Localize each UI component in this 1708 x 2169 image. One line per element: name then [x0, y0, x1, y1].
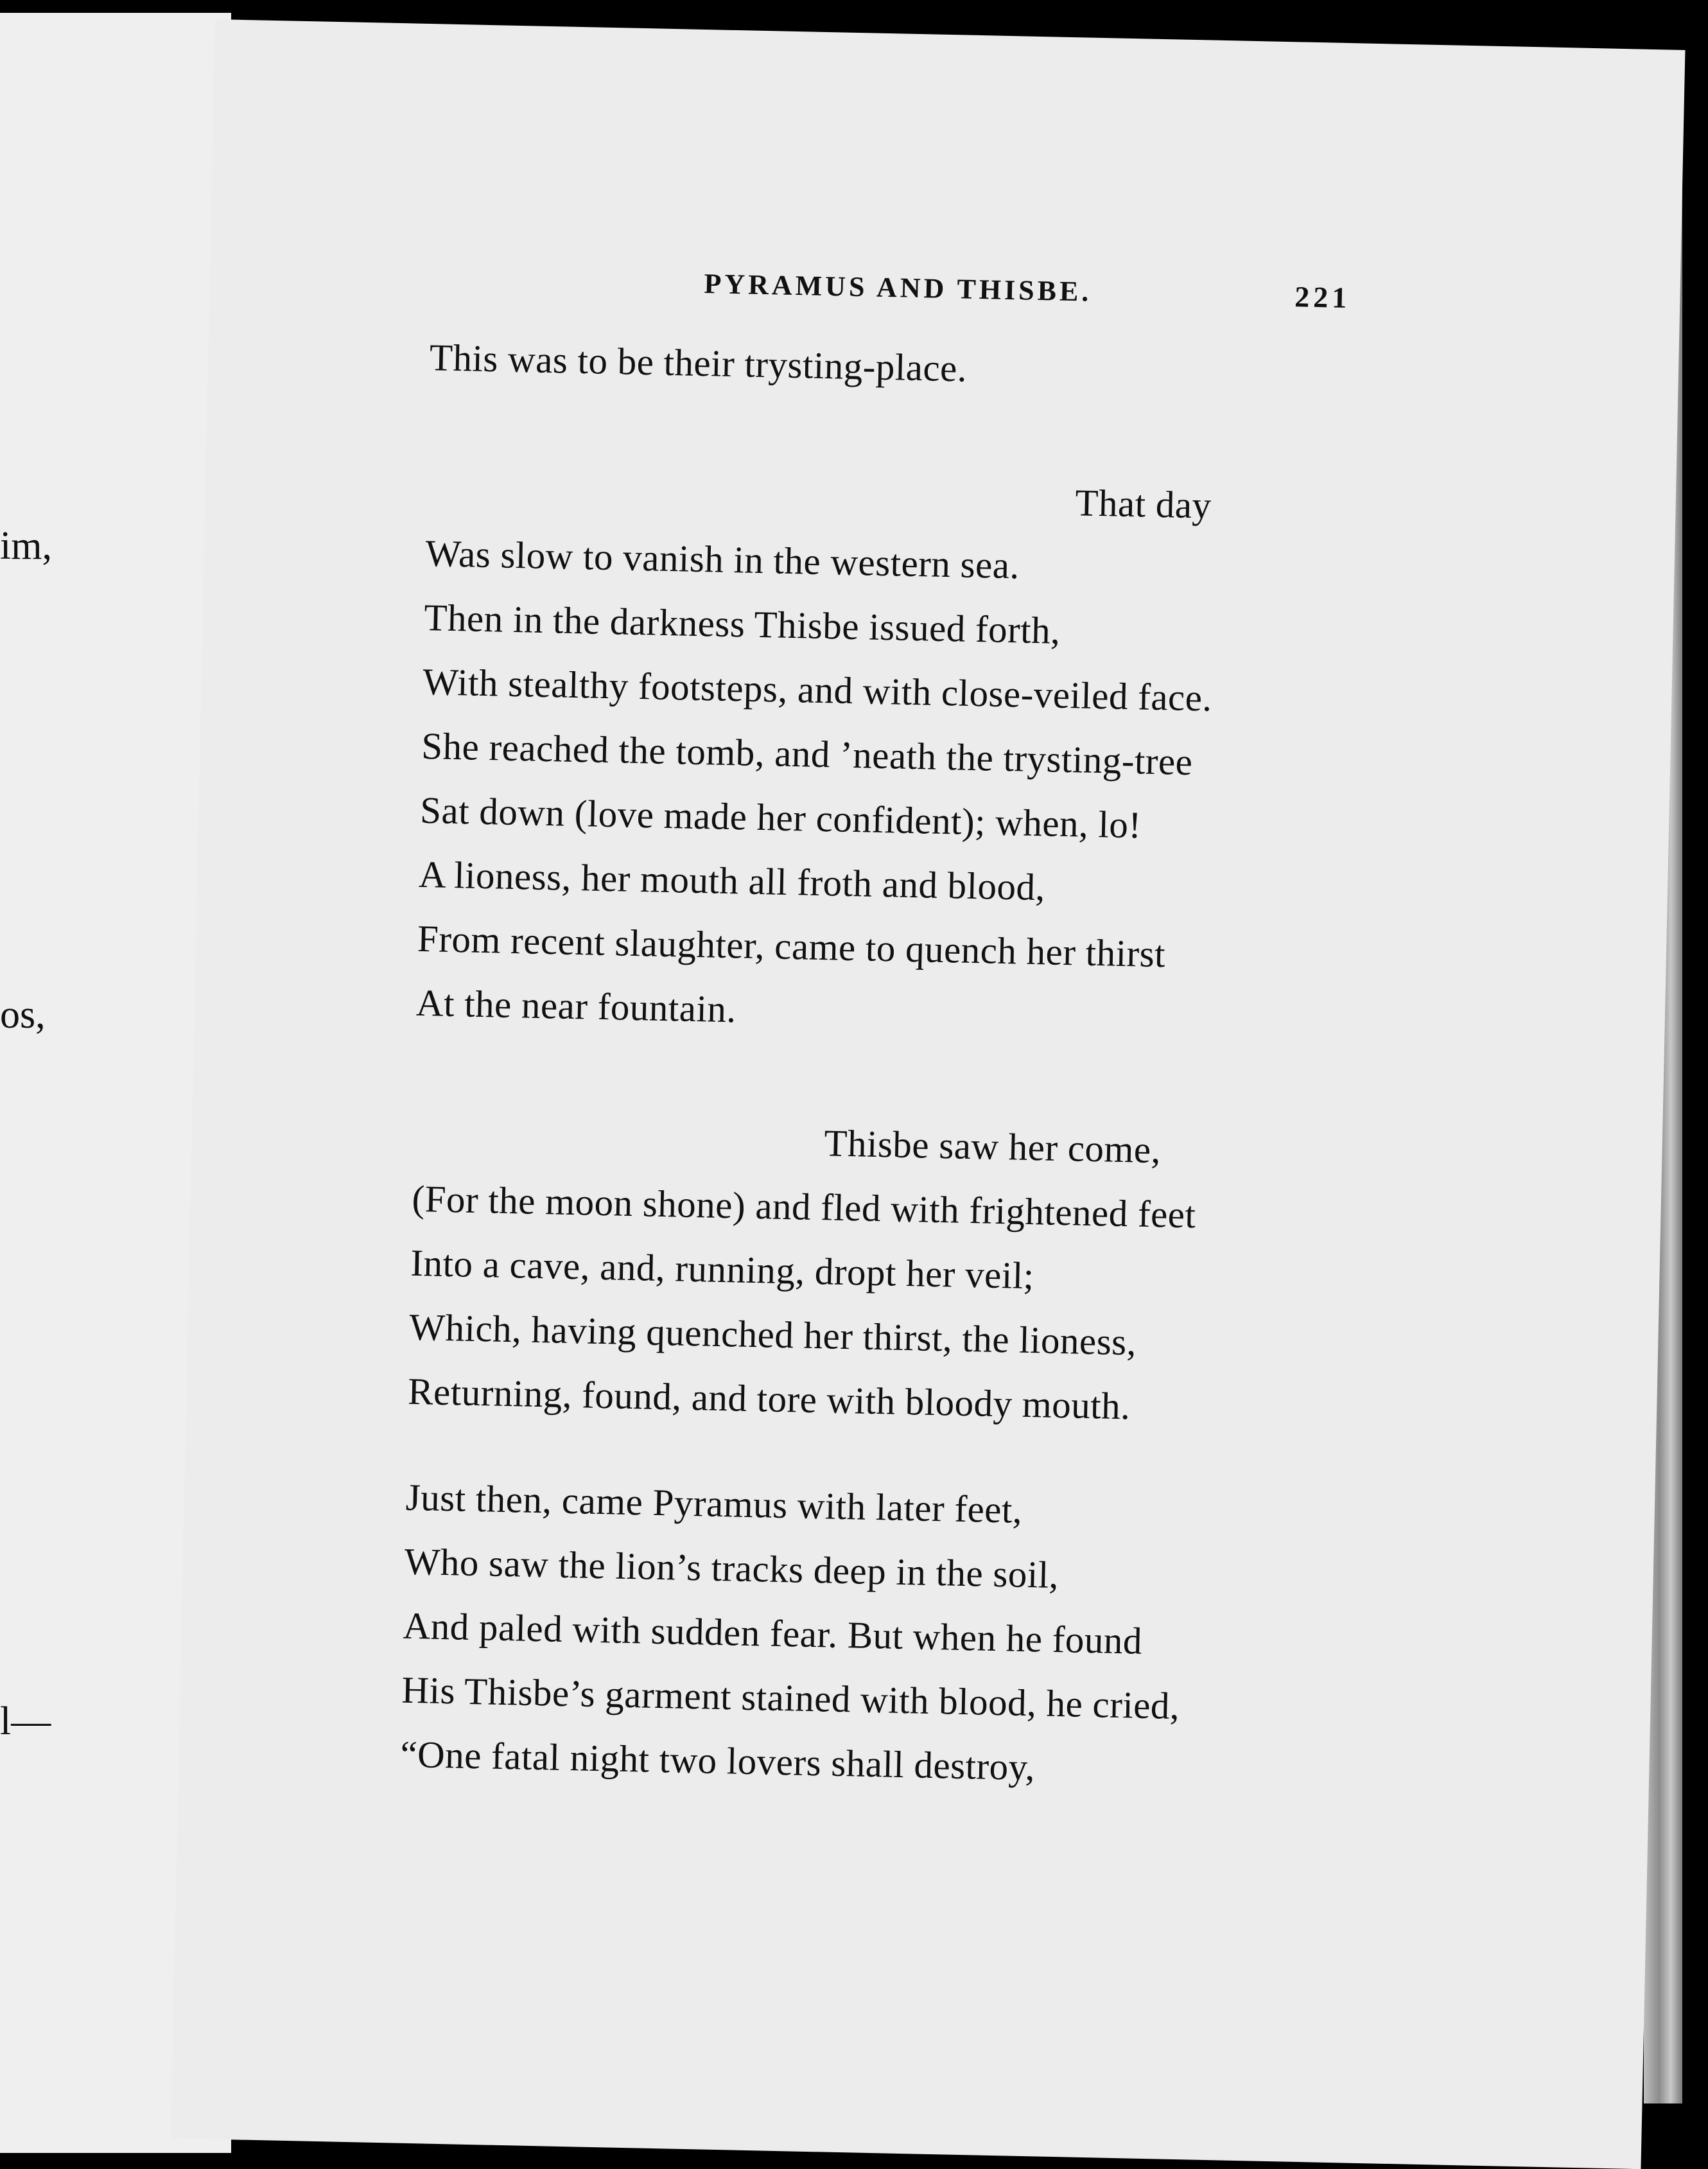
poem-line: From recent slaughter, came to quench her thirst: [417, 917, 1166, 976]
poem-line: Returning, found, and tore with bloody mouth.: [407, 1369, 1131, 1428]
poem-line: Just then, came Pyramus with later feet,: [405, 1475, 1023, 1531]
poem-line: Sat down (love made her confident); when, lo!: [419, 788, 1142, 847]
poem-line: Into a cave, and, running, dropt her veil;: [410, 1241, 1035, 1297]
poem-line: His Thisbe’s garment stained with blood, he cried,: [401, 1668, 1180, 1728]
poem-line: With stealthy footsteps, and with close-veiled face.: [422, 660, 1213, 719]
facing-page-fragment: l—: [0, 1699, 51, 1743]
book-page: [171, 19, 1686, 2169]
poem-line: That day: [1074, 481, 1212, 527]
poem-line: This was to be their trysting-place.: [429, 336, 968, 390]
poem-line: “One fatal night two lovers shall destroy,: [399, 1732, 1036, 1789]
poem-line: At the near fountain.: [415, 981, 737, 1031]
facing-page-fragment: im,: [0, 524, 52, 568]
page-number: 221: [1294, 280, 1351, 315]
poem-line: Which, having quenched her thirst, the lioness,: [408, 1305, 1137, 1364]
poem-line: Then in the darkness Thisbe issued forth,: [423, 596, 1061, 652]
poem-line: She reached the tomb, and ’neath the trysting-tree: [421, 724, 1194, 784]
poem-line: Was slow to vanish in the western sea.: [424, 532, 1020, 587]
poem-line: And paled with sudden fear. But when he found: [403, 1604, 1143, 1662]
facing-page-fragment: os,: [0, 993, 46, 1037]
poem-line: A lioness, her mouth all froth and blood,: [418, 852, 1046, 909]
poem-line: (For the moon shone) and fled with frightened feet: [411, 1177, 1197, 1236]
poem-line: Thisbe saw her come,: [823, 1121, 1162, 1172]
poem-line: Who saw the lion’s tracks deep in the soil,: [404, 1540, 1059, 1597]
running-head: PYRAMUS AND THISBE.: [704, 268, 1092, 308]
